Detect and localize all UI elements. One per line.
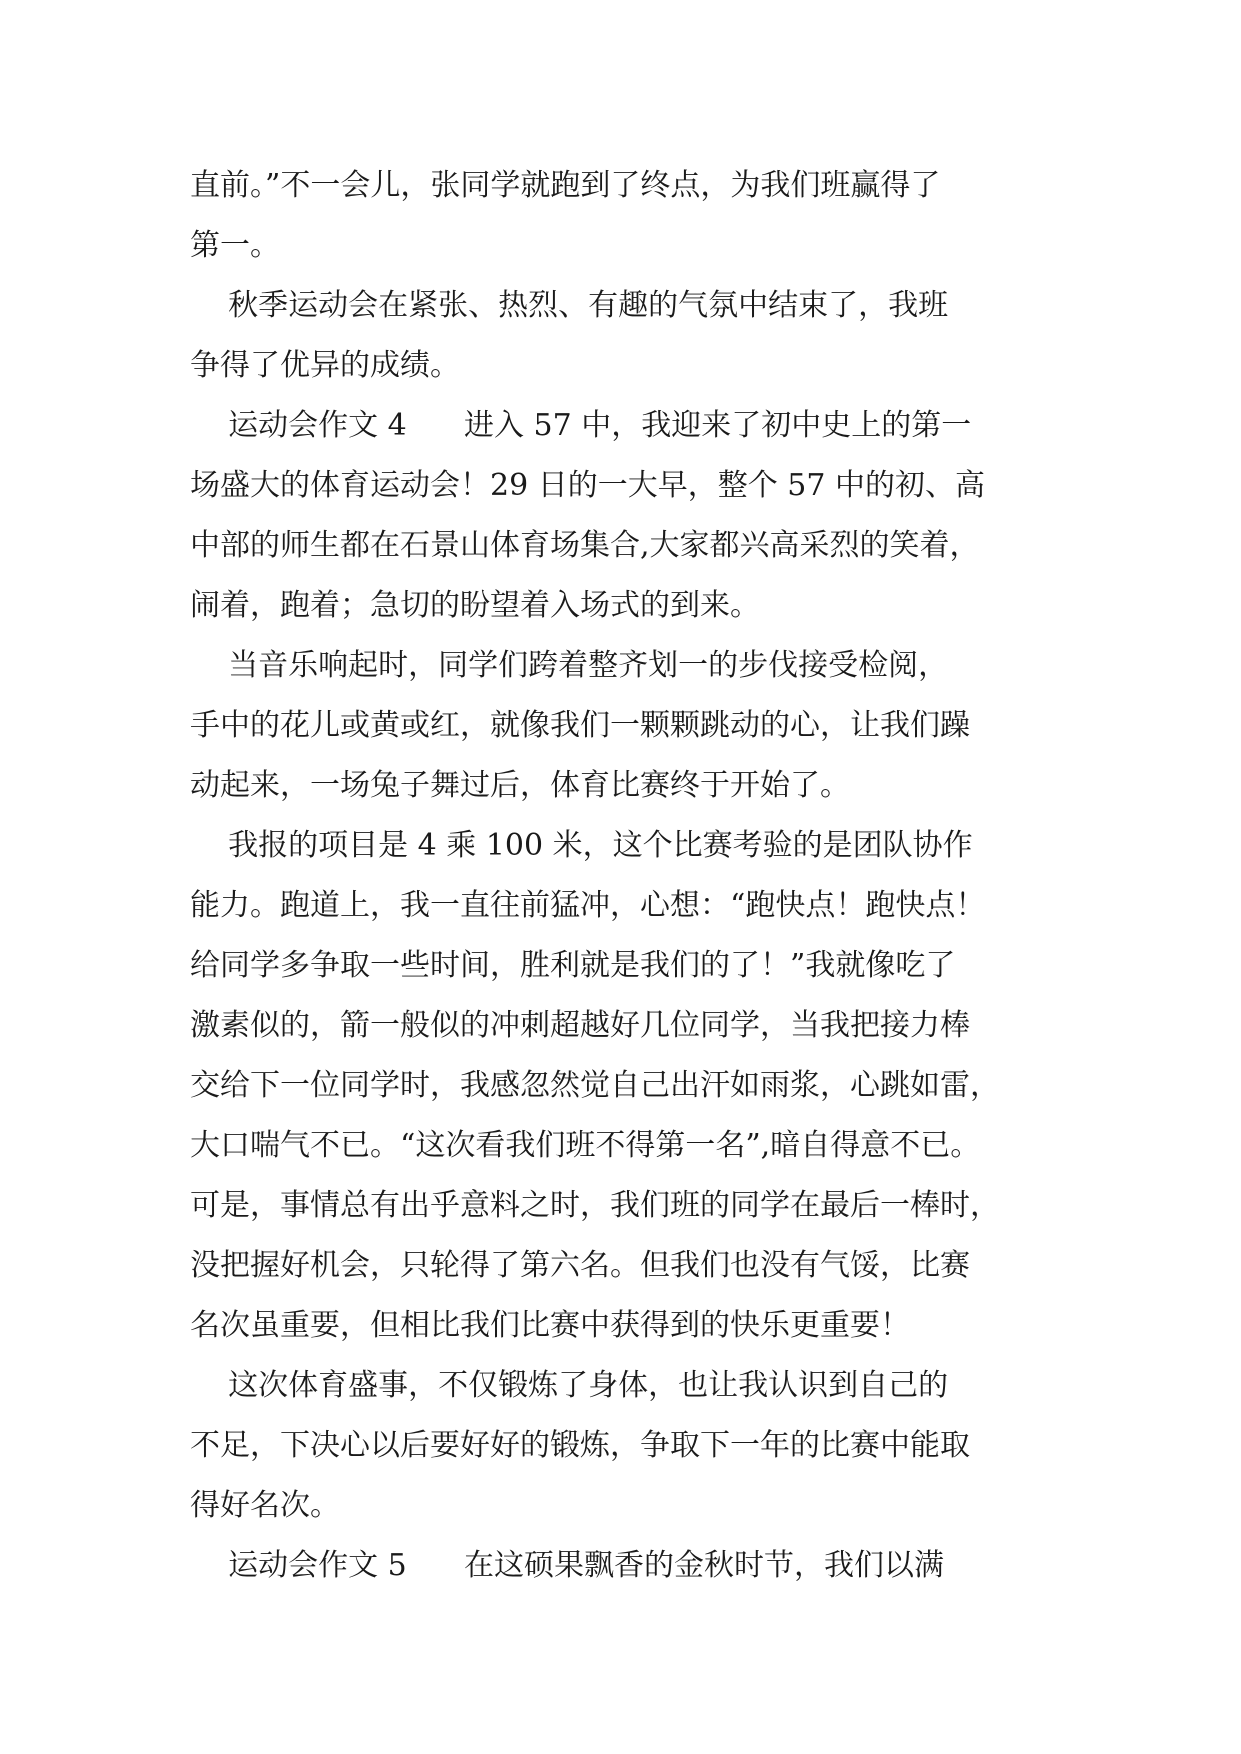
text-line: 激素似的，箭一般似的冲刺超越好几位同学，当我把接力棒 [190,1008,970,1043]
text-line: 可是，事情总有出乎意料之时，我们班的同学在最后一棒时， [190,1188,1000,1223]
text-line: 这次体育盛事，不仅锻炼了身体，也让我认识到自己的 [190,1368,949,1403]
text-line: 给同学多争取一些时间，胜利就是我们的了！”我就像吃了 [190,948,956,983]
text-line: 交给下一位同学时，我感忽然觉自己出汗如雨浆，心跳如雷， [190,1068,1000,1103]
text-line: 大口喘气不已。“这次看我们班不得第一名”,暗自得意不已。 [190,1128,981,1163]
text-line: 中部的师生都在石景山体育场集合,大家都兴高采烈的笑着， [190,528,980,563]
text-line: 手中的花儿或黄或红，就像我们一颗颗跳动的心，让我们躁 [190,708,970,743]
text-line: 秋季运动会在紧张、热烈、有趣的气氛中结束了，我班 [190,288,949,323]
text-line: 得好名次。 [190,1488,340,1523]
text-line: 名次虽重要，但相比我们比赛中获得到的快乐更重要！ [190,1308,910,1343]
text-line: 能力。跑道上，我一直往前猛冲，心想：“跑快点！跑快点！ [190,888,986,923]
text-line: 当音乐响起时，同学们跨着整齐划一的步伐接受检阅， [190,648,949,683]
text-line: 直前。”不一会儿，张同学就跑到了终点，为我们班赢得了 [190,168,941,203]
text-line: 闹着，跑着；急切的盼望着入场式的到来。 [190,588,760,623]
text-line: 运动会作文 4 进入 57 中，我迎来了初中史上的第一 [190,408,972,443]
text-line: 没把握好机会，只轮得了第六名。但我们也没有气馁，比赛 [190,1248,970,1283]
text-line: 场盛大的体育运动会！29 日的一大早，整个 57 中的初、高 [190,468,985,503]
text-line: 动起来，一场兔子舞过后，体育比赛终于开始了。 [190,768,850,803]
text-line: 第一。 [190,228,280,263]
text-line: 运动会作文 5 在这硕果飘香的金秋时节，我们以满 [190,1548,944,1583]
text-line: 不足，下决心以后要好好的锻炼，争取下一年的比赛中能取 [190,1428,970,1463]
text-line: 争得了优异的成绩。 [190,348,460,383]
text-line: 我报的项目是 4 乘 100 米，这个比赛考验的是团队协作 [190,828,973,863]
